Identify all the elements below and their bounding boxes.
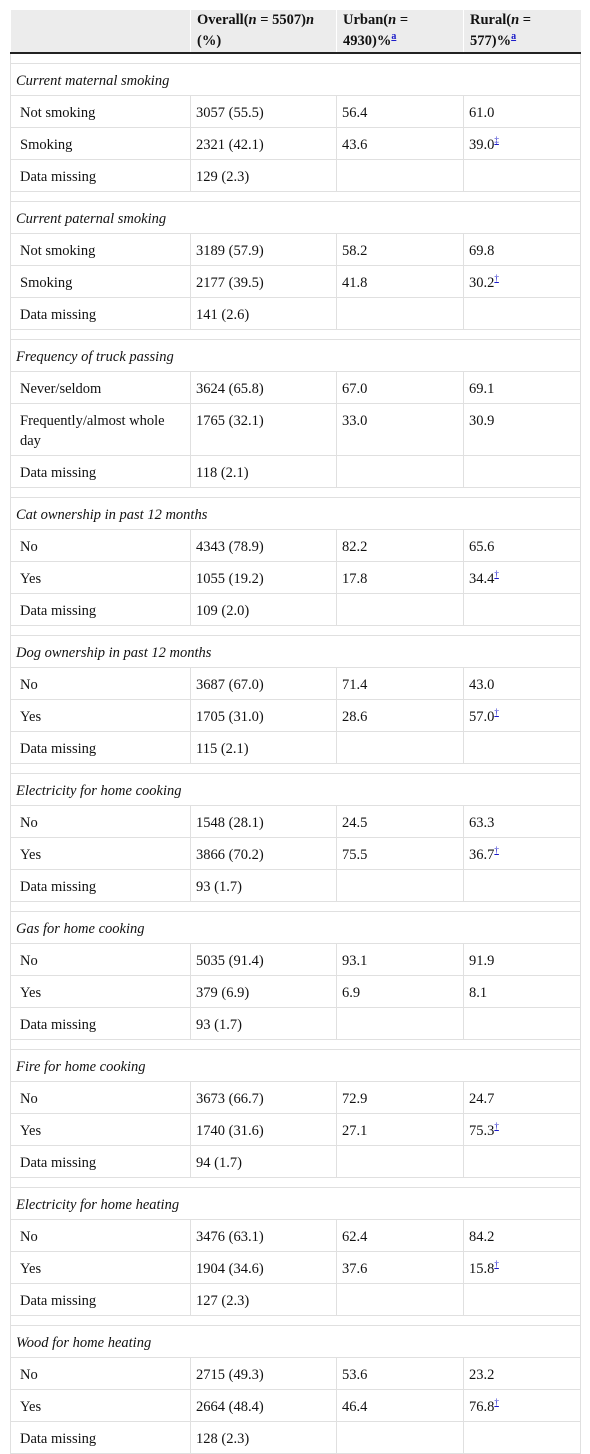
spacer-cell (11, 53, 581, 64)
table-row (11, 530, 581, 562)
section-title: Current maternal smoking (11, 64, 581, 96)
table-row (11, 1146, 581, 1178)
section-spacer (11, 902, 581, 912)
rural-value: 69.8 (469, 243, 495, 259)
rural-cell (464, 372, 581, 404)
urban-cell: 75.5 (337, 838, 464, 870)
table-row (11, 160, 581, 192)
urban-cell: 72.9 (337, 1082, 464, 1114)
header-text: n (388, 12, 397, 28)
row-label: Data missing (11, 594, 191, 626)
rural-value: 75.3 (469, 1123, 495, 1139)
urban-cell (337, 298, 464, 330)
rural-cell (464, 298, 581, 330)
table-row (11, 806, 581, 838)
overall-cell: 1055 (19.2) (191, 562, 337, 594)
table-row (11, 838, 581, 870)
spacer-cell (11, 1178, 581, 1188)
rural-value: 43.0 (469, 677, 495, 693)
overall-cell: 3687 (67.0) (191, 668, 337, 700)
rural-cell (464, 1358, 581, 1390)
overall-cell: 118 (2.1) (191, 456, 337, 488)
section-header (11, 774, 581, 806)
table-row (11, 456, 581, 488)
urban-cell (337, 732, 464, 764)
row-label: No (11, 944, 191, 976)
row-label: Data missing (11, 1146, 191, 1178)
urban-cell: 62.4 (337, 1220, 464, 1252)
row-label: Never/seldom (11, 372, 191, 404)
table-row (11, 1220, 581, 1252)
urban-cell: 37.6 (337, 1252, 464, 1284)
row-label: No (11, 668, 191, 700)
overall-cell: 93 (1.7) (191, 870, 337, 902)
rural-cell (464, 944, 581, 976)
rural-cell (464, 700, 581, 732)
section-header (11, 498, 581, 530)
rural-value: 84.2 (469, 1229, 495, 1245)
urban-cell (337, 160, 464, 192)
header-col-overall (191, 10, 337, 53)
urban-cell (337, 1284, 464, 1316)
table-row (11, 700, 581, 732)
urban-cell (337, 1146, 464, 1178)
urban-cell: 56.4 (337, 96, 464, 128)
rural-cell (464, 1114, 581, 1146)
row-label: Data missing (11, 1008, 191, 1040)
overall-cell: 1740 (31.6) (191, 1114, 337, 1146)
section-title: Wood for home heating (11, 1326, 581, 1358)
table-header (11, 10, 581, 53)
spacer-cell (11, 1316, 581, 1326)
urban-cell: 71.4 (337, 668, 464, 700)
row-label: No (11, 530, 191, 562)
section-spacer (11, 626, 581, 636)
rural-value: 24.7 (469, 1091, 495, 1107)
urban-cell: 43.6 (337, 128, 464, 160)
section-title: Cat ownership in past 12 months (11, 498, 581, 530)
data-table (10, 10, 581, 1454)
overall-cell: 128 (2.3) (191, 1422, 337, 1454)
table-row (11, 870, 581, 902)
rural-cell (464, 1008, 581, 1040)
rural-cell (464, 96, 581, 128)
rural-cell (464, 562, 581, 594)
urban-cell (337, 456, 464, 488)
row-label: Data missing (11, 298, 191, 330)
header-text: Overall( (197, 12, 249, 28)
urban-cell: 46.4 (337, 1390, 464, 1422)
table-row (11, 298, 581, 330)
section-spacer (11, 53, 581, 64)
overall-cell: 1548 (28.1) (191, 806, 337, 838)
spacer-cell (11, 192, 581, 202)
row-label: Data missing (11, 456, 191, 488)
significance-mark-link[interactable]: † (494, 569, 499, 580)
section-spacer (11, 192, 581, 202)
overall-cell: 3476 (63.1) (191, 1220, 337, 1252)
urban-cell: 41.8 (337, 266, 464, 298)
header-text: n (248, 12, 257, 28)
overall-cell: 379 (6.9) (191, 976, 337, 1008)
urban-cell: 93.1 (337, 944, 464, 976)
overall-cell: 3624 (65.8) (191, 372, 337, 404)
spacer-cell (11, 626, 581, 636)
row-label: Yes (11, 1114, 191, 1146)
row-label: No (11, 1220, 191, 1252)
overall-cell: 4343 (78.9) (191, 530, 337, 562)
section-spacer (11, 488, 581, 498)
row-label: Smoking (11, 128, 191, 160)
rural-cell (464, 456, 581, 488)
header-col-label (11, 10, 191, 53)
row-label: No (11, 806, 191, 838)
section-header (11, 340, 581, 372)
section-title: Electricity for home cooking (11, 774, 581, 806)
spacer-cell (11, 764, 581, 774)
header-col-urban (337, 10, 464, 53)
header-text: n (511, 12, 520, 28)
table-row (11, 562, 581, 594)
rural-cell (464, 594, 581, 626)
row-label: Yes (11, 1390, 191, 1422)
row-label: Data missing (11, 870, 191, 902)
table-row (11, 668, 581, 700)
urban-cell (337, 1008, 464, 1040)
table-row (11, 234, 581, 266)
urban-cell (337, 594, 464, 626)
rural-cell (464, 1082, 581, 1114)
rural-value: 36.7 (469, 847, 495, 863)
table-row (11, 1082, 581, 1114)
overall-cell: 3673 (66.7) (191, 1082, 337, 1114)
urban-cell: 58.2 (337, 234, 464, 266)
rural-cell (464, 976, 581, 1008)
rural-cell (464, 234, 581, 266)
urban-cell: 27.1 (337, 1114, 464, 1146)
row-label: Data missing (11, 1422, 191, 1454)
table-row (11, 594, 581, 626)
urban-cell: 28.6 (337, 700, 464, 732)
table-row (11, 944, 581, 976)
rural-cell (464, 1146, 581, 1178)
rural-cell (464, 806, 581, 838)
section-spacer (11, 1178, 581, 1188)
section-title: Current paternal smoking (11, 202, 581, 234)
row-label: No (11, 1358, 191, 1390)
overall-cell: 5035 (91.4) (191, 944, 337, 976)
overall-cell: 109 (2.0) (191, 594, 337, 626)
rural-value: 39.0 (469, 137, 495, 153)
section-header (11, 636, 581, 668)
overall-cell: 3057 (55.5) (191, 96, 337, 128)
rural-value: 34.4 (469, 571, 495, 587)
significance-mark-link[interactable]: † (494, 1259, 499, 1270)
urban-cell: 33.0 (337, 404, 464, 456)
spacer-cell (11, 330, 581, 340)
rural-cell (464, 404, 581, 456)
significance-mark-link[interactable]: † (494, 273, 499, 284)
row-label: No (11, 1082, 191, 1114)
overall-cell: 2664 (48.4) (191, 1390, 337, 1422)
rural-value: 23.2 (469, 1367, 495, 1383)
section-title: Fire for home cooking (11, 1050, 581, 1082)
rural-cell (464, 128, 581, 160)
section-header (11, 1050, 581, 1082)
row-label: Data missing (11, 160, 191, 192)
urban-cell (337, 870, 464, 902)
header-text: Rural( (470, 12, 512, 28)
rural-value: 8.1 (469, 985, 488, 1001)
overall-cell: 1904 (34.6) (191, 1252, 337, 1284)
significance-mark-link[interactable]: ‡ (494, 135, 499, 146)
rural-cell (464, 668, 581, 700)
rural-cell (464, 1252, 581, 1284)
table-row (11, 1422, 581, 1454)
table-row (11, 1358, 581, 1390)
rural-value: 15.8 (469, 1261, 495, 1277)
rural-value: 65.6 (469, 539, 495, 555)
header-text: n (305, 12, 315, 28)
overall-cell: 1765 (32.1) (191, 404, 337, 456)
table-row (11, 266, 581, 298)
section-header (11, 1188, 581, 1220)
significance-mark-link[interactable]: † (494, 1121, 499, 1132)
urban-cell: 53.6 (337, 1358, 464, 1390)
rural-cell (464, 1220, 581, 1252)
header-text: = 577)% (470, 12, 532, 49)
row-label: Smoking (11, 266, 191, 298)
urban-cell: 67.0 (337, 372, 464, 404)
rural-value: 30.2 (469, 275, 495, 291)
section-header (11, 202, 581, 234)
section-title: Frequency of truck passing (11, 340, 581, 372)
overall-cell: 115 (2.1) (191, 732, 337, 764)
rural-cell (464, 838, 581, 870)
row-label: Data missing (11, 1284, 191, 1316)
significance-mark-link[interactable]: † (494, 1397, 499, 1408)
rural-cell (464, 732, 581, 764)
section-header (11, 64, 581, 96)
row-label: Yes (11, 700, 191, 732)
rural-cell (464, 870, 581, 902)
section-title: Electricity for home heating (11, 1188, 581, 1220)
urban-cell: 82.2 (337, 530, 464, 562)
overall-cell: 93 (1.7) (191, 1008, 337, 1040)
rural-value: 61.0 (469, 105, 495, 121)
row-label: Yes (11, 976, 191, 1008)
significance-mark-link[interactable]: † (494, 707, 499, 718)
row-label: Frequently/almost whole day (11, 404, 191, 456)
rural-value: 69.1 (469, 381, 495, 397)
rural-cell (464, 266, 581, 298)
section-spacer (11, 330, 581, 340)
rural-cell (464, 1390, 581, 1422)
footnote-link[interactable]: a (391, 31, 397, 43)
overall-cell: 2715 (49.3) (191, 1358, 337, 1390)
header-text: = 5507) (256, 12, 306, 28)
table-row (11, 128, 581, 160)
rural-value: 30.9 (469, 413, 495, 429)
section-spacer (11, 1040, 581, 1050)
section-header (11, 912, 581, 944)
urban-cell: 17.8 (337, 562, 464, 594)
row-label: Data missing (11, 732, 191, 764)
urban-cell: 24.5 (337, 806, 464, 838)
overall-cell: 141 (2.6) (191, 298, 337, 330)
rural-cell (464, 160, 581, 192)
table-row (11, 1008, 581, 1040)
overall-cell: 3189 (57.9) (191, 234, 337, 266)
header-text: (%) (197, 33, 222, 49)
table-row (11, 1390, 581, 1422)
section-title: Gas for home cooking (11, 912, 581, 944)
table-row (11, 96, 581, 128)
spacer-cell (11, 902, 581, 912)
section-spacer (11, 764, 581, 774)
header-text: Urban( (343, 12, 389, 28)
table-row (11, 732, 581, 764)
table-row (11, 1284, 581, 1316)
table-row (11, 976, 581, 1008)
header-col-rural (464, 10, 581, 53)
row-label: Not smoking (11, 234, 191, 266)
row-label: Not smoking (11, 96, 191, 128)
overall-cell: 2321 (42.1) (191, 128, 337, 160)
overall-cell: 1705 (31.0) (191, 700, 337, 732)
overall-cell: 3866 (70.2) (191, 838, 337, 870)
overall-cell: 94 (1.7) (191, 1146, 337, 1178)
section-header (11, 1326, 581, 1358)
overall-cell: 129 (2.3) (191, 160, 337, 192)
spacer-cell (11, 488, 581, 498)
spacer-cell (11, 1040, 581, 1050)
rural-value: 63.3 (469, 815, 495, 831)
urban-cell: 6.9 (337, 976, 464, 1008)
row-label: Yes (11, 1252, 191, 1284)
rural-cell (464, 1284, 581, 1316)
rural-value: 91.9 (469, 953, 495, 969)
table-row (11, 404, 581, 456)
overall-cell: 2177 (39.5) (191, 266, 337, 298)
urban-cell (337, 1422, 464, 1454)
overall-cell: 127 (2.3) (191, 1284, 337, 1316)
table-body (11, 53, 581, 1454)
row-label: Yes (11, 838, 191, 870)
table-row (11, 372, 581, 404)
significance-mark-link[interactable]: † (494, 845, 499, 856)
header-text: = 4930)% (343, 12, 409, 49)
rural-cell (464, 530, 581, 562)
row-label: Yes (11, 562, 191, 594)
section-title: Dog ownership in past 12 months (11, 636, 581, 668)
section-spacer (11, 1316, 581, 1326)
rural-value: 76.8 (469, 1399, 495, 1415)
rural-value: 57.0 (469, 709, 495, 725)
table-row (11, 1252, 581, 1284)
rural-cell (464, 1422, 581, 1454)
footnote-link[interactable]: a (511, 31, 517, 43)
table-row (11, 1114, 581, 1146)
